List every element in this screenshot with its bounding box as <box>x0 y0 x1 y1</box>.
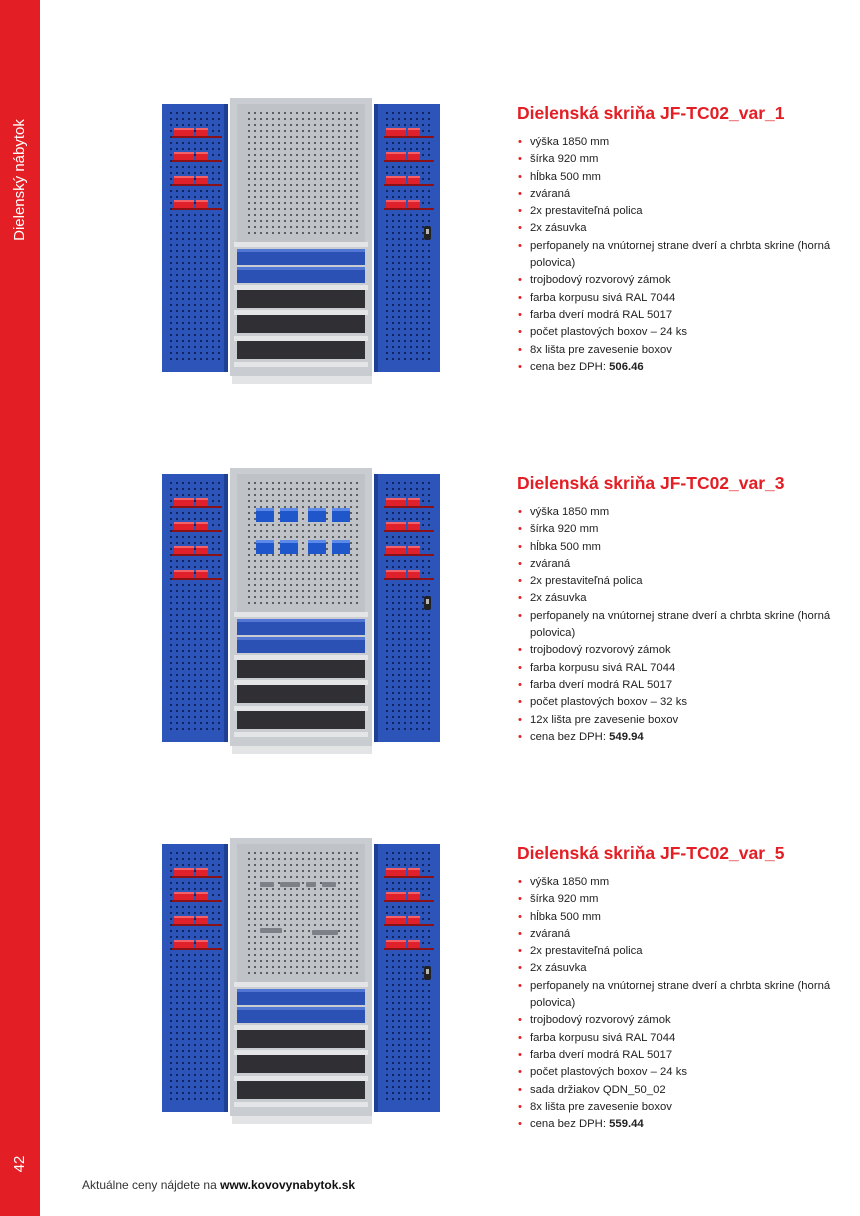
left-door-perforation <box>170 112 220 364</box>
spec-item: • farba korpusu sivá RAL 7044 <box>517 1030 837 1047</box>
spec-item: • zváraná <box>517 926 837 943</box>
product-card <box>0 468 860 798</box>
spec-item: • farba korpusu sivá RAL 7044 <box>517 660 837 677</box>
spec-item: • farba dverí modrá RAL 5017 <box>517 307 837 324</box>
shelf-space <box>237 1030 365 1048</box>
hanging-rail <box>172 530 222 532</box>
hanging-rail <box>384 554 434 556</box>
left-door-perforation <box>170 852 220 1104</box>
shelf <box>234 655 368 660</box>
shelf <box>234 310 368 315</box>
shelf-space <box>237 685 365 703</box>
spec-item: • hĺbka 500 mm <box>517 169 837 186</box>
spec-item: • trojbodový rozvorový zámok <box>517 1012 837 1029</box>
shelf-space <box>237 290 365 308</box>
spec-item: • farba dverí modrá RAL 5017 <box>517 677 837 694</box>
spec-list <box>517 134 837 376</box>
cabinet-shadow <box>232 376 372 384</box>
shelf <box>234 1025 368 1030</box>
price-label: cena bez DPH: <box>530 730 610 743</box>
spec-item: • farba korpusu sivá RAL 7044 <box>517 290 837 307</box>
product-title: Dielenská skriňa JF-TC02_var_3 <box>517 473 785 493</box>
hanging-rail <box>384 506 434 508</box>
hanging-rail <box>384 184 434 186</box>
hanging-rail <box>384 876 434 878</box>
hanging-rail <box>172 160 222 162</box>
spec-item: • perfopanely na vnútornej strane dverí a chrbta skrine (horná polovica) <box>517 608 837 643</box>
left-door-perforation <box>170 482 220 734</box>
spec-item: • hĺbka 500 mm <box>517 539 837 556</box>
spec-item: • hĺbka 500 mm <box>517 909 837 926</box>
spec-item: • šírka 920 mm <box>517 891 837 908</box>
product-info <box>517 842 837 1133</box>
spec-item: • trojbodový rozvorový zámok <box>517 642 837 659</box>
website-link[interactable]: www.kovovynabytok.sk <box>220 1178 356 1192</box>
hanging-rail <box>384 924 434 926</box>
hanging-rail <box>172 876 222 878</box>
hanging-rail <box>384 208 434 210</box>
price-value: 549.94 <box>609 730 644 743</box>
hanging-rail <box>384 948 434 950</box>
spec-list <box>517 504 837 746</box>
price-value: 559.44 <box>609 1118 644 1131</box>
back-panel-perforation <box>244 850 358 974</box>
spec-list <box>517 874 837 1133</box>
hanging-rail <box>172 900 222 902</box>
spec-item: • farba dverí modrá RAL 5017 <box>517 1047 837 1064</box>
hanging-rail <box>384 900 434 902</box>
spec-item: • šírka 920 mm <box>517 151 837 168</box>
product-card <box>0 838 860 1168</box>
section-title: Dielenský nábytok <box>11 119 28 241</box>
spec-item: • 8x lišta pre zavesenie boxov <box>517 1099 837 1116</box>
hanging-rail <box>384 136 434 138</box>
footer <box>82 1178 355 1192</box>
product-title: Dielenská skriňa JF-TC02_var_1 <box>517 103 785 123</box>
spec-item: • perfopanely na vnútornej strane dverí a chrbta skrine (horná polovica) <box>517 238 837 273</box>
spec-item: • 2x prestaviteľná polica <box>517 573 837 590</box>
product-card <box>0 98 860 428</box>
hanging-rail <box>384 578 434 580</box>
shelf-space <box>237 341 365 359</box>
spec-item: • počet plastových boxov – 24 ks <box>517 1064 837 1081</box>
shelf-space <box>237 1081 365 1099</box>
tool-holder <box>322 882 336 887</box>
spec-item: • trojbodový rozvorový zámok <box>517 272 837 289</box>
hanging-rail <box>172 578 222 580</box>
spec-item: • sada držiakov QDN_50_02 <box>517 1082 837 1099</box>
spec-item: • 8x lišta pre zavesenie boxov <box>517 342 837 359</box>
shelf <box>234 285 368 290</box>
spec-item: • 2x zásuvka <box>517 220 837 237</box>
footer-text: Aktuálne ceny nájdete na <box>82 1178 221 1192</box>
hanging-rail <box>172 924 222 926</box>
cabinet-image <box>162 98 440 384</box>
spec-item: • zváraná <box>517 556 837 573</box>
spec-item: • výška 1850 mm <box>517 504 837 521</box>
hanging-rail <box>172 136 222 138</box>
spec-item: • perfopanely na vnútornej strane dverí a chrbta skrine (horná polovica) <box>517 978 837 1013</box>
tool-holder <box>260 882 274 887</box>
cabinet-image <box>162 468 440 754</box>
back-panel-perforation <box>244 110 358 234</box>
spec-item: • 12x lišta pre zavesenie boxov <box>517 712 837 729</box>
shelf <box>234 1076 368 1081</box>
spec-item: • 2x prestaviteľná polica <box>517 203 837 220</box>
tool-holder <box>280 882 300 887</box>
spec-item: • počet plastových boxov – 24 ks <box>517 324 837 341</box>
price-item <box>517 1116 837 1133</box>
shelf-space <box>237 711 365 729</box>
price-item <box>517 359 837 376</box>
spec-item: • počet plastových boxov – 32 ks <box>517 694 837 711</box>
product-info <box>517 102 837 376</box>
product-info <box>517 472 837 746</box>
price-label: cena bez DPH: <box>530 360 610 373</box>
price-item <box>517 729 837 746</box>
page-number: 42 <box>11 1155 28 1173</box>
shelf-space <box>237 660 365 678</box>
shelf <box>234 706 368 711</box>
hanging-rail <box>172 208 222 210</box>
spec-item: • 2x zásuvka <box>517 960 837 977</box>
hanging-rail <box>172 554 222 556</box>
product-title: Dielenská skriňa JF-TC02_var_5 <box>517 843 785 863</box>
hanging-rail <box>172 506 222 508</box>
tool-holder <box>306 882 316 887</box>
spec-item: • 2x prestaviteľná polica <box>517 943 837 960</box>
cabinet-shadow <box>232 1116 372 1124</box>
spec-item: • výška 1850 mm <box>517 134 837 151</box>
spec-item: • zváraná <box>517 186 837 203</box>
hanging-rail <box>384 160 434 162</box>
shelf <box>234 336 368 341</box>
hanging-rail <box>384 530 434 532</box>
price-label: cena bez DPH: <box>530 1118 610 1131</box>
spec-item: • šírka 920 mm <box>517 521 837 538</box>
shelf <box>234 1050 368 1055</box>
shelf-space <box>237 1055 365 1073</box>
hanging-rail <box>172 948 222 950</box>
spec-item: • 2x zásuvka <box>517 590 837 607</box>
cabinet-image <box>162 838 440 1124</box>
tool-holder <box>260 928 282 933</box>
spec-item: • výška 1850 mm <box>517 874 837 891</box>
shelf-space <box>237 315 365 333</box>
tool-holder <box>312 930 338 935</box>
cabinet-shadow <box>232 746 372 754</box>
price-value: 506.46 <box>609 360 644 373</box>
hanging-rail <box>172 184 222 186</box>
shelf <box>234 680 368 685</box>
